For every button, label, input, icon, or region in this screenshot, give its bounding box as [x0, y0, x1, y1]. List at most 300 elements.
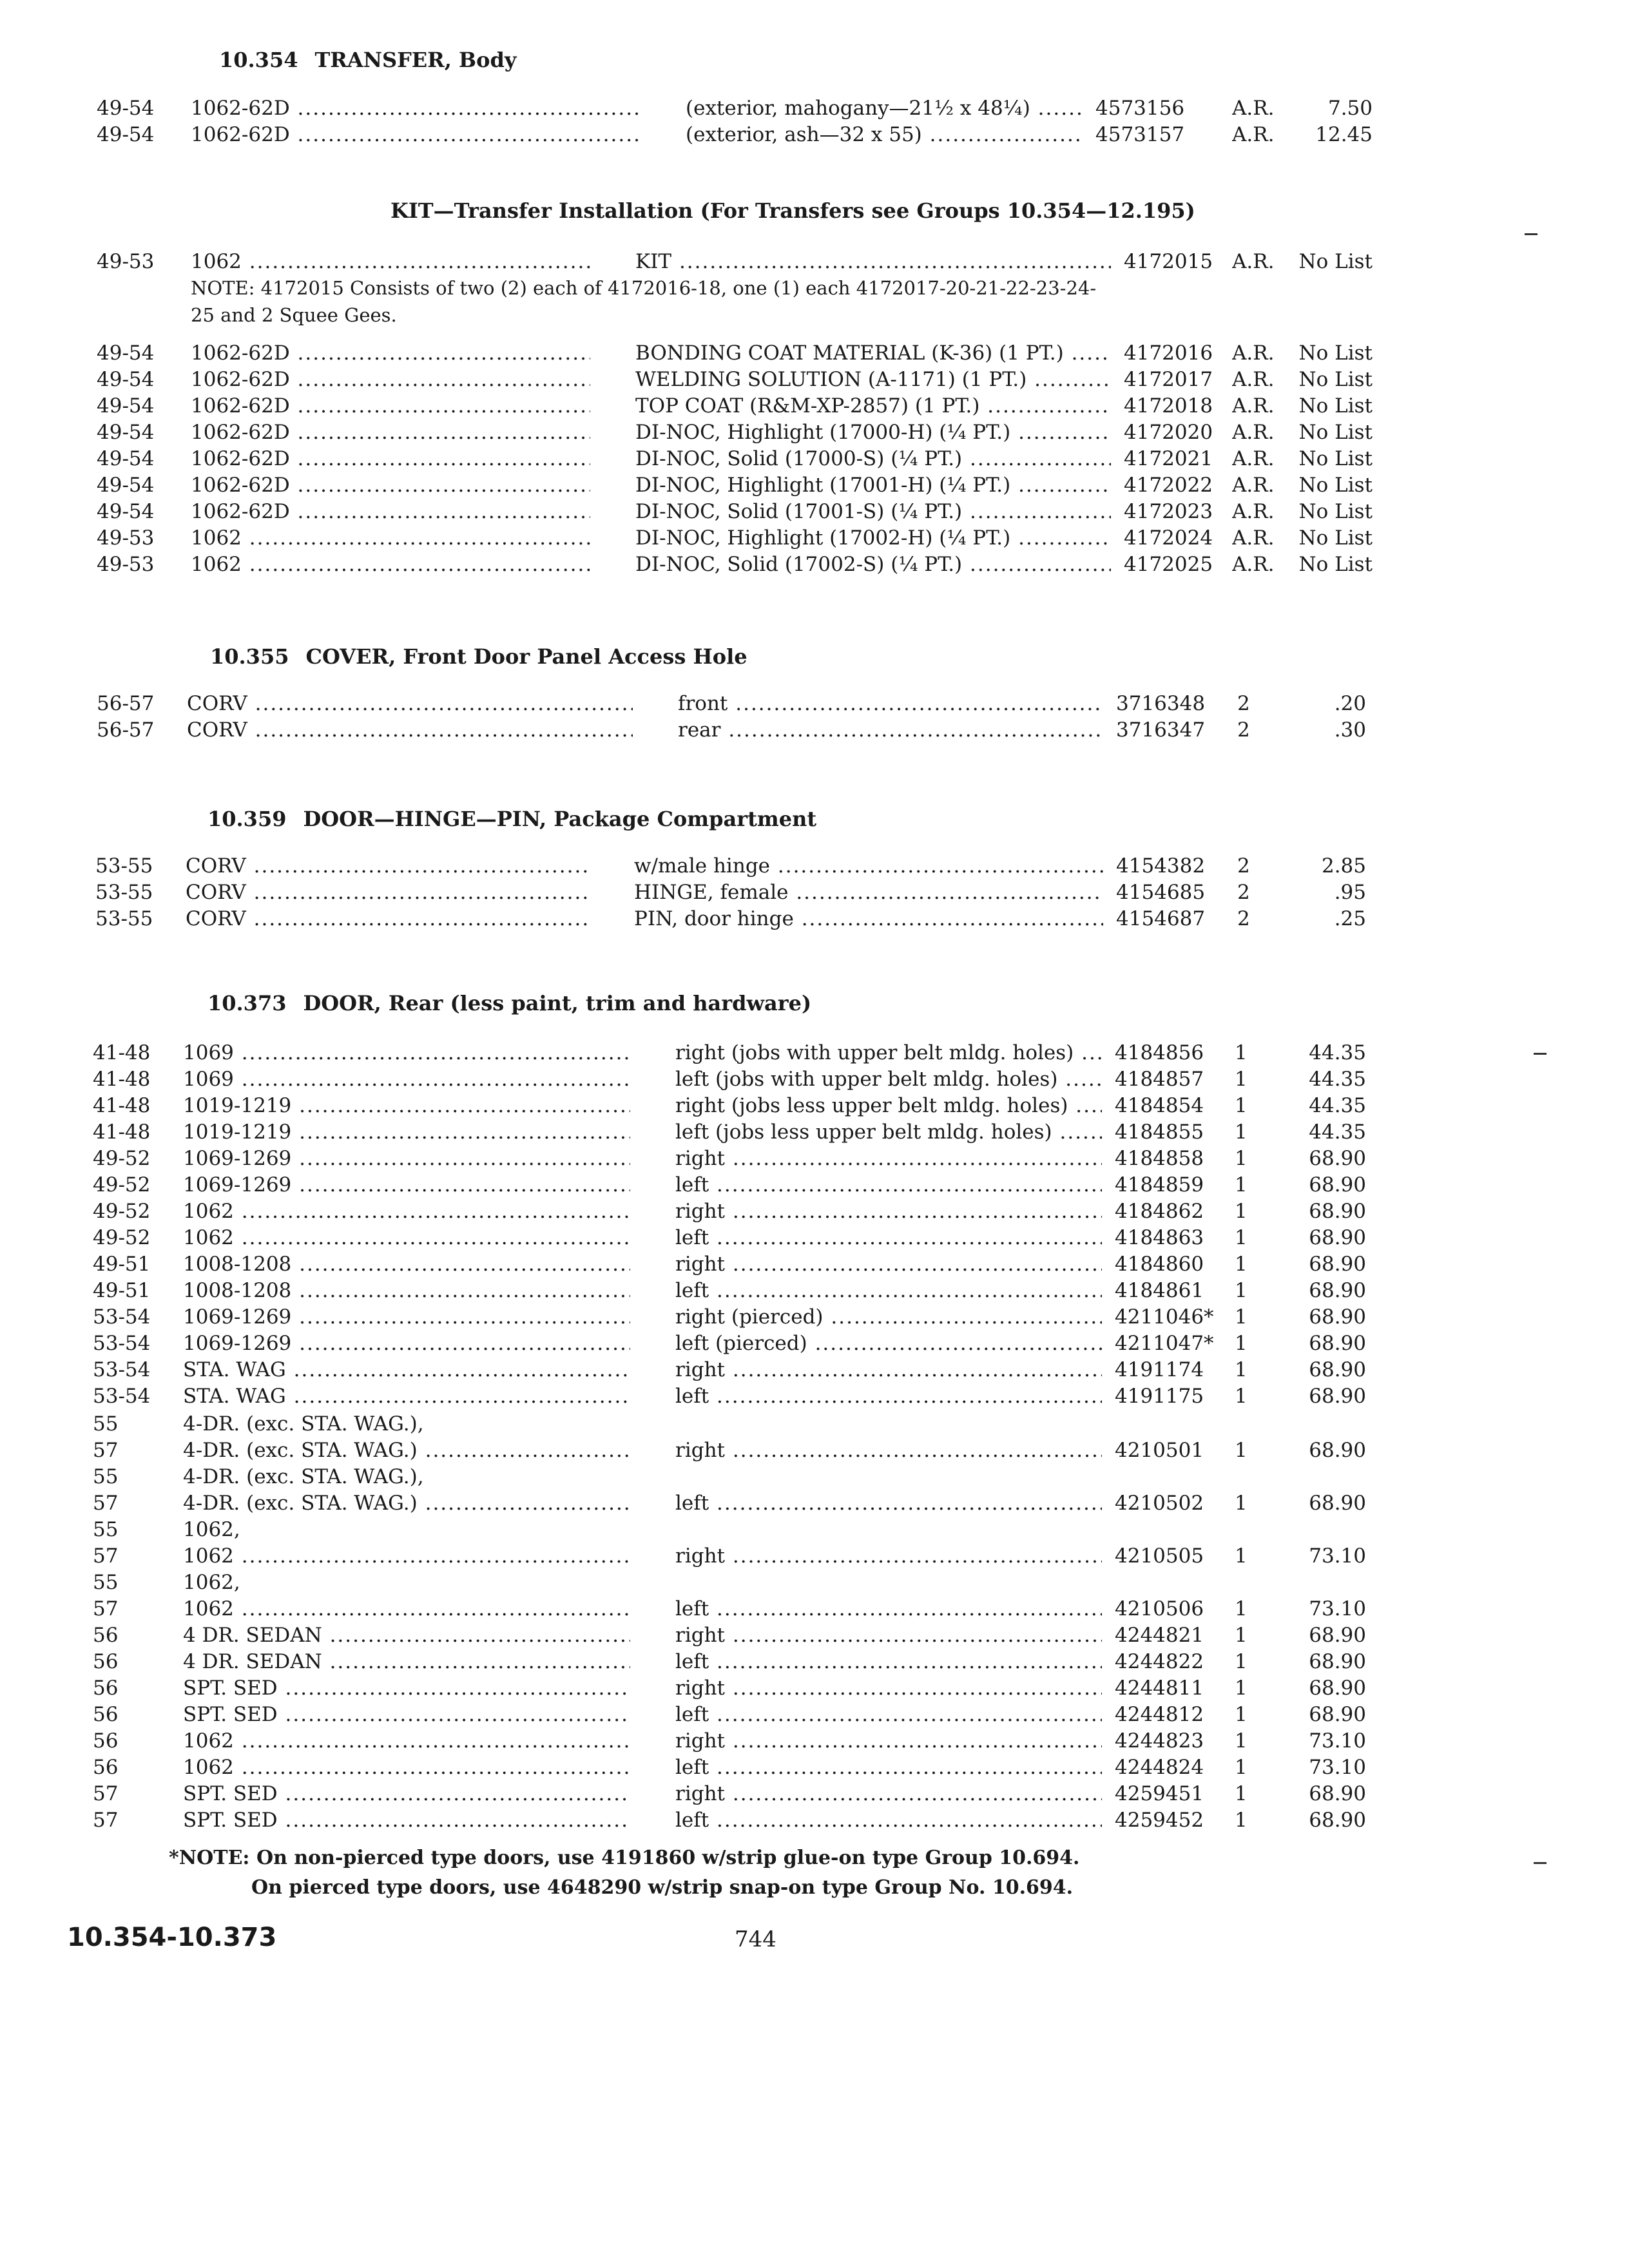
row-part-number: 4184855	[1115, 1120, 1204, 1144]
table-row	[0, 1332, 1629, 1359]
row-model: 1069-1269 .....	[183, 1332, 630, 1355]
row-price: 68.90	[1309, 1305, 1366, 1329]
row-model: SPT. SED .....	[183, 1677, 630, 1700]
row-description: DI-NOC, Highlight (17001-H) (¼ PT.) .....	[635, 474, 1111, 497]
row-years: 53-55	[95, 854, 153, 878]
table-row	[0, 526, 1629, 553]
row-part-number: 4154687	[1116, 907, 1206, 930]
row-part-number: 4573157	[1095, 123, 1185, 146]
row-description: left .....	[675, 1756, 1102, 1779]
row-model: 4-DR. (exc. STA. WAG.),	[183, 1465, 424, 1488]
row-part-number: 3716348	[1116, 692, 1206, 715]
row-price: No List	[1298, 526, 1373, 550]
row-years: 49-51	[93, 1253, 151, 1276]
row-years: 56	[93, 1756, 119, 1779]
row-quantity: 2	[1237, 718, 1250, 742]
row-price: No List	[1298, 553, 1373, 576]
row-description: DI-NOC, Highlight (17002-H) (¼ PT.) .....	[635, 526, 1111, 550]
row-quantity: 2	[1237, 854, 1250, 878]
row-part-number: 4172015	[1124, 250, 1213, 273]
table-row	[0, 394, 1629, 421]
row-quantity: A.R.	[1232, 250, 1275, 273]
row-years: 41-48	[93, 1120, 151, 1144]
row-years: 49-52	[93, 1147, 151, 1170]
row-quantity: 1	[1235, 1068, 1248, 1091]
row-years: 56	[93, 1624, 119, 1647]
row-description: left .....	[675, 1173, 1102, 1196]
table-row	[0, 1412, 1629, 1439]
row-description: rear .....	[678, 718, 1103, 742]
row-price: 44.35	[1309, 1068, 1366, 1091]
table-row	[0, 1465, 1629, 1492]
row-years: 56	[93, 1729, 119, 1753]
row-quantity: 2	[1237, 907, 1250, 930]
row-model: 1069-1269 .....	[183, 1173, 630, 1196]
row-model: 1062 .....	[183, 1544, 630, 1568]
row-years: 49-54	[97, 341, 155, 365]
row-years: 49-54	[97, 394, 155, 418]
row-model: STA. WAG .....	[183, 1358, 630, 1381]
row-price: 44.35	[1309, 1041, 1366, 1064]
row-part-number: 4191174	[1115, 1358, 1204, 1381]
section-title: DOOR—HINGE—PIN, Package Compartment	[303, 807, 817, 831]
row-years: 49-54	[97, 500, 155, 523]
row-model: 1008-1208 .....	[183, 1279, 630, 1302]
row-price: 44.35	[1309, 1120, 1366, 1144]
table-row	[0, 881, 1629, 908]
row-price: No List	[1298, 500, 1373, 523]
row-description: right (jobs less upper belt mldg. holes) .....	[675, 1094, 1102, 1117]
table-row	[0, 1120, 1629, 1148]
row-model: 1062 .....	[183, 1597, 630, 1620]
row-description: right .....	[675, 1439, 1102, 1462]
row-quantity: 1	[1235, 1677, 1248, 1700]
row-part-number: 4244821	[1115, 1624, 1204, 1647]
row-description: left .....	[675, 1597, 1102, 1620]
row-part-number: 4259452	[1115, 1809, 1204, 1832]
row-quantity: 2	[1237, 692, 1250, 715]
row-model: CORV .....	[186, 854, 589, 878]
section-heading	[219, 48, 516, 72]
row-price: No List	[1298, 250, 1373, 273]
row-model: 1069 .....	[183, 1041, 630, 1064]
row-part-number: 4191175	[1115, 1385, 1204, 1408]
row-quantity: 1	[1235, 1120, 1248, 1144]
table-row	[0, 718, 1629, 745]
row-description: left (jobs less upper belt mldg. holes) .....	[675, 1120, 1102, 1144]
row-years: 49-51	[93, 1279, 151, 1302]
row-description: right .....	[675, 1147, 1102, 1170]
row-description: left .....	[675, 1226, 1102, 1249]
row-quantity: 1	[1235, 1094, 1248, 1117]
row-years: 49-54	[97, 368, 155, 391]
row-part-number: 4184857	[1115, 1068, 1204, 1091]
row-model: 4 DR. SEDAN .....	[183, 1624, 630, 1647]
page-range: 10.354-10.373	[67, 1923, 277, 1952]
row-years: 56	[93, 1677, 119, 1700]
row-description: left (pierced) .....	[675, 1332, 1102, 1355]
row-years: 49-54	[97, 97, 155, 120]
row-description: right (jobs with upper belt mldg. holes) .....	[675, 1041, 1102, 1064]
row-quantity: 1	[1235, 1279, 1248, 1302]
row-years: 49-54	[97, 123, 155, 146]
row-price: 68.90	[1309, 1650, 1366, 1673]
row-years: 55	[93, 1412, 119, 1436]
row-part-number: 4172021	[1124, 447, 1213, 470]
row-model: 4-DR. (exc. STA. WAG.) .....	[183, 1439, 630, 1462]
table-row	[0, 1677, 1629, 1704]
row-years: 41-48	[93, 1041, 151, 1064]
row-price: 73.10	[1309, 1729, 1366, 1753]
row-years: 53-55	[95, 881, 153, 904]
row-part-number: 4210501	[1115, 1439, 1204, 1462]
row-part-number: 4244822	[1115, 1650, 1204, 1673]
row-price: No List	[1298, 421, 1373, 444]
row-part-number: 4210502	[1115, 1492, 1204, 1515]
row-part-number: 4573156	[1095, 97, 1185, 120]
row-price: 73.10	[1309, 1544, 1366, 1568]
row-description: right .....	[675, 1624, 1102, 1647]
row-model: 4 DR. SEDAN .....	[183, 1650, 630, 1673]
table-row	[0, 907, 1629, 934]
row-years: 57	[93, 1597, 119, 1620]
row-price: 68.90	[1309, 1358, 1366, 1381]
row-years: 55	[93, 1571, 119, 1594]
row-quantity: 1	[1235, 1147, 1248, 1170]
row-price: 68.90	[1309, 1624, 1366, 1647]
row-quantity: A.R.	[1232, 123, 1275, 146]
row-years: 56	[93, 1650, 119, 1673]
row-price: 68.90	[1309, 1782, 1366, 1805]
table-row	[0, 1729, 1629, 1756]
table-row	[0, 1597, 1629, 1624]
row-quantity: A.R.	[1232, 421, 1275, 444]
section-title: COVER, Front Door Panel Access Hole	[305, 644, 747, 669]
row-model: CORV .....	[186, 907, 589, 930]
table-row	[0, 1041, 1629, 1068]
row-quantity: 1	[1235, 1544, 1248, 1568]
row-model: 1062-62D .....	[191, 500, 590, 523]
section-title: KIT—Transfer Installation (For Transfers see Groups 10.354—12.195)	[390, 198, 1195, 223]
row-quantity: A.R.	[1232, 474, 1275, 497]
row-years: 53-54	[93, 1332, 151, 1355]
row-quantity: 1	[1235, 1173, 1248, 1196]
row-quantity: A.R.	[1232, 394, 1275, 418]
row-price: 68.90	[1309, 1173, 1366, 1196]
row-description: w/male hinge .....	[634, 854, 1103, 878]
row-price: .30	[1334, 718, 1366, 742]
row-part-number: 4184859	[1115, 1173, 1204, 1196]
table-row	[0, 500, 1629, 527]
row-quantity: A.R.	[1232, 368, 1275, 391]
table-row	[0, 1385, 1629, 1412]
row-years: 57	[93, 1439, 119, 1462]
row-quantity: A.R.	[1232, 447, 1275, 470]
row-years: 49-53	[97, 250, 155, 273]
row-model: 1062-62D .....	[191, 123, 641, 146]
row-quantity: 1	[1235, 1782, 1248, 1805]
row-description: (exterior, ash—32 x 55) .....	[686, 123, 1083, 146]
table-row	[0, 421, 1629, 448]
row-part-number: 4244823	[1115, 1729, 1204, 1753]
table-row	[0, 1809, 1629, 1836]
row-years: 56-57	[97, 692, 155, 715]
row-price: 68.90	[1309, 1677, 1366, 1700]
row-price: 68.90	[1309, 1279, 1366, 1302]
row-price: 73.10	[1309, 1756, 1366, 1779]
row-years: 53-54	[93, 1305, 151, 1329]
row-part-number: 4172024	[1124, 526, 1213, 550]
row-quantity: 1	[1235, 1703, 1248, 1726]
section-number: 10.355	[210, 644, 289, 669]
row-years: 57	[93, 1809, 119, 1832]
section-title: DOOR, Rear (less paint, trim and hardware)	[303, 991, 812, 1015]
row-quantity: 1	[1235, 1729, 1248, 1753]
row-price: 68.90	[1309, 1809, 1366, 1832]
row-quantity: 1	[1235, 1305, 1248, 1329]
row-model: 1008-1208 .....	[183, 1253, 630, 1276]
row-part-number: 4154382	[1116, 854, 1206, 878]
table-row	[0, 1782, 1629, 1809]
row-part-number: 4154685	[1116, 881, 1206, 904]
row-part-number: 4172016	[1124, 341, 1213, 365]
row-price: 73.10	[1309, 1597, 1366, 1620]
row-quantity: 1	[1235, 1041, 1248, 1064]
table-row	[0, 553, 1629, 580]
table-row	[0, 692, 1629, 719]
row-quantity: A.R.	[1232, 97, 1275, 120]
row-description: DI-NOC, Highlight (17000-H) (¼ PT.) .....	[635, 421, 1111, 444]
row-description: front .....	[678, 692, 1103, 715]
row-price: No List	[1298, 474, 1373, 497]
row-years: 49-52	[93, 1226, 151, 1249]
row-price: No List	[1298, 394, 1373, 418]
margin-mark	[1534, 1053, 1547, 1055]
row-years: 56-57	[97, 718, 155, 742]
row-quantity: 2	[1237, 881, 1250, 904]
table-row	[0, 1226, 1629, 1253]
table-row	[0, 1624, 1629, 1651]
row-model: 1062-62D .....	[191, 474, 590, 497]
row-model: 1062 .....	[191, 526, 590, 550]
row-price: 68.90	[1309, 1385, 1366, 1408]
row-years: 49-54	[97, 474, 155, 497]
footnote-line-2: On pierced type doors, use 4648290 w/strip snap-on type Group No. 10.694.	[251, 1876, 1074, 1899]
row-part-number: 4172025	[1124, 553, 1213, 576]
row-price: 68.90	[1309, 1703, 1366, 1726]
row-model: SPT. SED .....	[183, 1703, 630, 1726]
row-price: 68.90	[1309, 1439, 1366, 1462]
table-row	[0, 341, 1629, 369]
row-quantity: A.R.	[1232, 500, 1275, 523]
row-description: left .....	[675, 1492, 1102, 1515]
table-row	[0, 1279, 1629, 1306]
table-row	[0, 1756, 1629, 1783]
row-part-number: 4210506	[1115, 1597, 1204, 1620]
row-years: 49-53	[97, 526, 155, 550]
row-model: 1069 .....	[183, 1068, 630, 1091]
section-number: 10.359	[207, 807, 287, 831]
row-years: 53-54	[93, 1358, 151, 1381]
row-model: 1062-62D .....	[191, 421, 590, 444]
row-quantity: 1	[1235, 1226, 1248, 1249]
row-years: 49-54	[97, 421, 155, 444]
row-years: 49-52	[93, 1173, 151, 1196]
row-price: 68.90	[1309, 1332, 1366, 1355]
row-description: (exterior, mahogany—21½ x 48¼) .....	[686, 97, 1083, 120]
table-row	[0, 854, 1629, 881]
row-years: 55	[93, 1518, 119, 1541]
row-part-number: 4211047*	[1115, 1332, 1214, 1355]
table-row	[0, 1068, 1629, 1095]
row-price: 68.90	[1309, 1226, 1366, 1249]
row-quantity: 1	[1235, 1492, 1248, 1515]
table-row	[0, 97, 1629, 124]
table-row	[0, 250, 1629, 277]
row-part-number: 4244811	[1115, 1677, 1204, 1700]
table-row	[0, 123, 1629, 150]
row-quantity: A.R.	[1232, 526, 1275, 550]
row-part-number: 4184854	[1115, 1094, 1204, 1117]
row-model: 4-DR. (exc. STA. WAG.) .....	[183, 1492, 630, 1515]
row-part-number: 4172022	[1124, 474, 1213, 497]
row-description: WELDING SOLUTION (A-1171) (1 PT.) .....	[635, 368, 1111, 391]
row-description: right .....	[675, 1782, 1102, 1805]
row-quantity: 1	[1235, 1650, 1248, 1673]
table-row	[0, 1094, 1629, 1121]
row-model: CORV .....	[187, 718, 633, 742]
row-model: 1062,	[183, 1571, 240, 1594]
table-row	[0, 1571, 1629, 1598]
row-description: BONDING COAT MATERIAL (K-36) (1 PT.) .....	[635, 341, 1111, 365]
row-price: 12.45	[1315, 123, 1373, 146]
row-price: 68.90	[1309, 1253, 1366, 1276]
row-description: right .....	[675, 1677, 1102, 1700]
row-years: 41-48	[93, 1094, 151, 1117]
row-years: 57	[93, 1782, 119, 1805]
footnote-line-1: *NOTE: On non-pierced type doors, use 4191860 w/strip glue-on type Group 10.694.	[169, 1847, 1080, 1869]
row-model: STA. WAG .....	[183, 1385, 630, 1408]
table-row	[0, 447, 1629, 474]
row-description: DI-NOC, Solid (17002-S) (¼ PT.) .....	[635, 553, 1111, 576]
row-quantity: 1	[1235, 1809, 1248, 1832]
row-years: 53-55	[95, 907, 153, 930]
row-years: 49-52	[93, 1200, 151, 1223]
row-price: 68.90	[1309, 1147, 1366, 1170]
row-years: 49-54	[97, 447, 155, 470]
row-part-number: 4172020	[1124, 421, 1213, 444]
table-row	[0, 474, 1629, 501]
row-price: No List	[1298, 447, 1373, 470]
row-quantity: 1	[1235, 1624, 1248, 1647]
row-model: CORV .....	[187, 692, 633, 715]
row-model: 1062-62D .....	[191, 97, 641, 120]
row-part-number: 4259451	[1115, 1782, 1204, 1805]
row-price: 68.90	[1309, 1200, 1366, 1223]
row-part-number: 4172018	[1124, 394, 1213, 418]
table-row	[0, 1439, 1629, 1466]
row-price: .95	[1334, 881, 1366, 904]
row-description: DI-NOC, Solid (17001-S) (¼ PT.) .....	[635, 500, 1111, 523]
row-part-number: 4244812	[1115, 1703, 1204, 1726]
row-model: 1062-62D .....	[191, 368, 590, 391]
table-row	[0, 1200, 1629, 1227]
section-heading	[207, 807, 816, 831]
row-model: 1062 .....	[183, 1226, 630, 1249]
row-description: right (pierced) .....	[675, 1305, 1102, 1329]
row-price: 2.85	[1321, 854, 1366, 878]
row-description: left (jobs with upper belt mldg. holes) .....	[675, 1068, 1102, 1091]
row-model: 1062-62D .....	[191, 394, 590, 418]
row-description: left .....	[675, 1650, 1102, 1673]
row-part-number: 4172023	[1124, 500, 1213, 523]
row-description: DI-NOC, Solid (17000-S) (¼ PT.) .....	[635, 447, 1111, 470]
row-part-number: 4172017	[1124, 368, 1213, 391]
section-number: 10.373	[207, 991, 287, 1015]
row-price: No List	[1298, 341, 1373, 365]
row-part-number: 4184862	[1115, 1200, 1204, 1223]
row-part-number: 4210505	[1115, 1544, 1204, 1568]
row-quantity: 1	[1235, 1358, 1248, 1381]
row-description: left .....	[675, 1385, 1102, 1408]
row-part-number: 4184858	[1115, 1147, 1204, 1170]
table-row	[0, 1305, 1629, 1332]
row-description: KIT .....	[635, 250, 1111, 273]
row-part-number: 3716347	[1116, 718, 1206, 742]
row-quantity: 1	[1235, 1200, 1248, 1223]
row-years: 55	[93, 1465, 119, 1488]
row-years: 57	[93, 1544, 119, 1568]
row-description: TOP COAT (R&M-XP-2857) (1 PT.) .....	[635, 394, 1111, 418]
kit-note: NOTE: 4172015 Consists of two (2) each of 4172016-18, one (1) each 4172017-20-21-22-23-24-25 and 2 Squee Gees.	[191, 277, 1097, 326]
row-price: No List	[1298, 368, 1373, 391]
row-description: HINGE, female .....	[634, 881, 1103, 904]
row-description: right .....	[675, 1544, 1102, 1568]
row-description: PIN, door hinge .....	[634, 907, 1103, 930]
row-model: 1069-1269 .....	[183, 1147, 630, 1170]
row-price: 7.50	[1327, 97, 1373, 120]
row-price: .25	[1334, 907, 1366, 930]
table-row	[0, 1492, 1629, 1519]
row-years: 41-48	[93, 1068, 151, 1091]
row-model: 1062-62D .....	[191, 341, 590, 365]
row-years: 57	[93, 1492, 119, 1515]
row-quantity: 1	[1235, 1253, 1248, 1276]
row-part-number: 4184856	[1115, 1041, 1204, 1064]
row-model: 1062-62D .....	[191, 447, 590, 470]
row-years: 53-54	[93, 1385, 151, 1408]
row-quantity: 1	[1235, 1332, 1248, 1355]
row-model: SPT. SED .....	[183, 1782, 630, 1805]
row-model: CORV .....	[186, 881, 589, 904]
row-model: 1062 .....	[191, 553, 590, 576]
row-model: 1069-1269 .....	[183, 1305, 630, 1329]
row-part-number: 4184863	[1115, 1226, 1204, 1249]
page-number: 744	[735, 1927, 776, 1952]
row-part-number: 4184860	[1115, 1253, 1204, 1276]
section-title: TRANSFER, Body	[314, 48, 517, 72]
margin-mark	[1534, 1862, 1547, 1864]
row-model: 1062 .....	[191, 250, 590, 273]
table-row	[0, 1703, 1629, 1730]
table-row	[0, 1358, 1629, 1385]
row-years: 56	[93, 1703, 119, 1726]
row-model: 1062 .....	[183, 1200, 630, 1223]
row-description: left .....	[675, 1809, 1102, 1832]
row-model: 1062 .....	[183, 1756, 630, 1779]
row-description: left .....	[675, 1703, 1102, 1726]
section-heading	[207, 991, 811, 1015]
